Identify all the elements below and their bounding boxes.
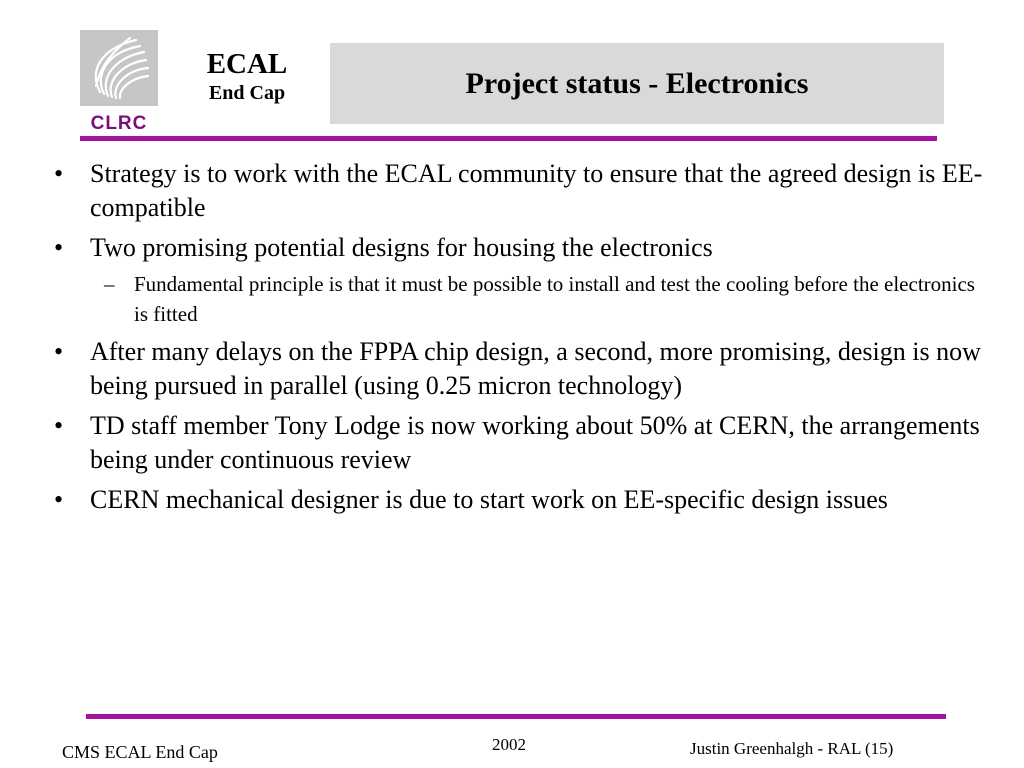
sub-bullet-item (54, 269, 994, 329)
footer-author: Justin Greenhalgh - RAL (15) (690, 739, 894, 758)
bullet-text: CERN mechanical designer is due to start work on EE-specific design issues (90, 485, 888, 514)
bullet-list (54, 157, 994, 523)
bullet-marker: • (54, 485, 64, 514)
bullet-marker: • (54, 233, 64, 262)
footer-date: 2002 (492, 735, 526, 754)
logo-text: CLRC (90, 113, 148, 134)
clrc-logo (80, 30, 158, 134)
bullet-item (54, 409, 994, 477)
dash-marker: – (104, 272, 115, 296)
bullet-item (54, 335, 994, 403)
title-bar (330, 43, 944, 124)
sub-bullet-text: Fundamental principle is that it must be possible to install and test the cooling before the electronics is fitted (134, 272, 975, 326)
top-divider (80, 136, 937, 141)
section-main: ECAL (206, 48, 288, 80)
section-label (172, 48, 322, 106)
logo-globe-icon (80, 30, 158, 106)
slide-title: Project status - Electronics (465, 66, 809, 100)
bullet-text: TD staff member Tony Lodge is now working about 50% at CERN, the arrangements being under continuous review (90, 411, 980, 474)
bullet-marker: • (54, 337, 64, 366)
bottom-divider (86, 714, 946, 719)
bullet-text: Strategy is to work with the ECAL community to ensure that the agreed design is EE-compatible (90, 159, 983, 222)
bullet-item (54, 483, 994, 517)
bullet-text: Two promising potential designs for housing the electronics (90, 233, 713, 262)
bullet-item (54, 157, 994, 225)
bullet-item (54, 231, 994, 265)
bullet-text: After many delays on the FPPA chip design, a second, more promising, design is now being pursued in parallel (using 0.25 micron technology) (90, 337, 981, 400)
footer-left: CMS ECAL End Cap (62, 742, 218, 762)
bullet-marker: • (54, 159, 64, 188)
section-sub: End Cap (208, 82, 286, 104)
bullet-marker: • (54, 411, 64, 440)
